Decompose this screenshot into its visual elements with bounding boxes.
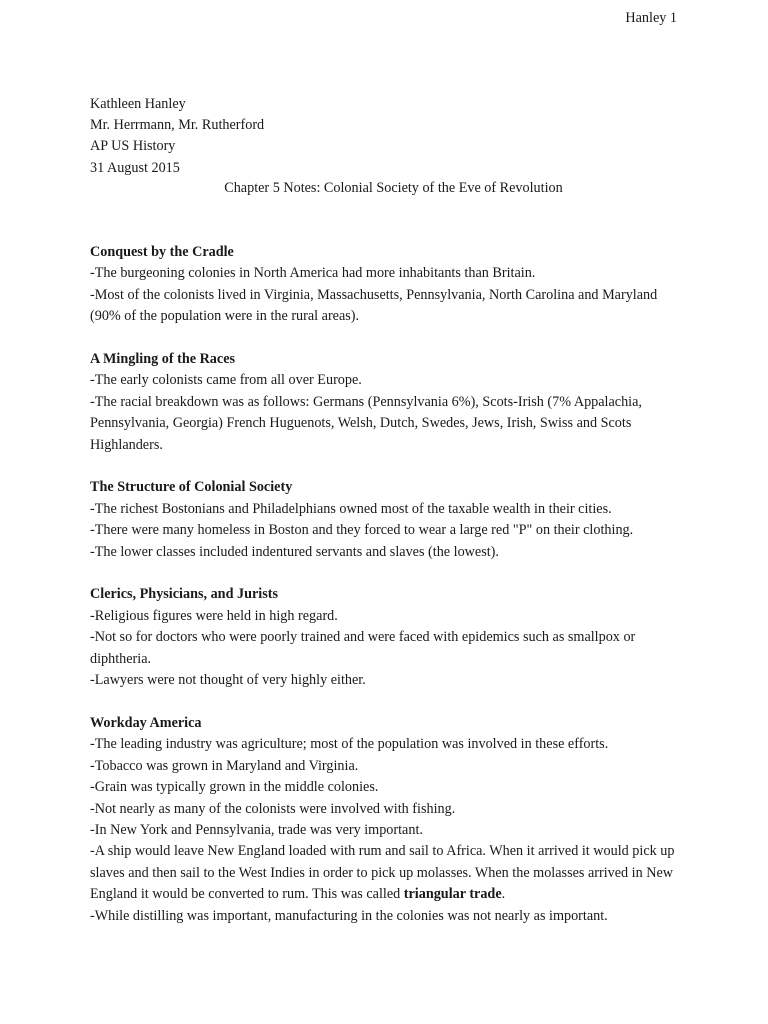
section-workday-america	[90, 713, 685, 927]
section-title: Conquest by the Cradle	[90, 244, 234, 260]
note-item: -Not so for doctors who were poorly trained and were faced with epidemics such as smallpox or diphtheria.	[90, 629, 636, 667]
note-item: -Most of the colonists lived in Virginia, Massachusetts, Pennsylvania, North Carolina and Maryland (90% of the population were in the rural areas).	[90, 286, 658, 325]
note-item: -Tobacco was grown in Maryland and Virginia.	[90, 757, 359, 774]
note-item: -While distilling was important, manufacturing in the colonies was not nearly as important.	[90, 907, 608, 924]
section-title: Workday America	[90, 714, 202, 731]
section-structure-of-colonial-society	[90, 477, 685, 563]
triangular-trade-text: -A ship would leave New England loaded with rum and sail to Africa. When it arrived it would pick up slaves and then sail to the West Indies in order to pick up molasses. When the molasses arrived in New England it would be converted to rum. This was called	[90, 843, 675, 903]
document-date: 31 August 2015	[90, 159, 180, 176]
note-item: -The richest Bostonians and Philadelphians owned most of the taxable wealth in their cities.	[90, 500, 612, 517]
note-item: -Grain was typically grown in the middle colonies.	[90, 779, 379, 796]
note-item-triangular-trade	[90, 841, 685, 905]
running-header-page-number: Hanley 1	[625, 10, 677, 26]
note-item: -In New York and Pennsylvania, trade was very important.	[90, 821, 423, 838]
note-item: -The early colonists came from all over Europe.	[90, 372, 362, 389]
note-item: -The burgeoning colonies in North America had more inhabitants than Britain.	[90, 265, 536, 282]
course-name: AP US History	[90, 138, 176, 155]
section-title: A Mingling of the Races	[90, 351, 236, 368]
note-item: -Religious figures were held in high regard.	[90, 607, 338, 624]
document-title: Chapter 5 Notes: Colonial Society of the Eve of Revolution	[224, 180, 563, 196]
note-item: -The leading industry was agriculture; most of the population was involved in these efforts.	[90, 736, 609, 753]
section-title: The Structure of Colonial Society	[90, 479, 293, 496]
notes-body	[90, 242, 685, 948]
note-item: -Lawyers were not thought of very highly either.	[90, 672, 366, 689]
note-item: -The lower classes included indentured servants and slaves (the lowest).	[90, 543, 499, 560]
section-clerics-physicians-jurists	[90, 584, 685, 691]
triangular-trade-term: triangular trade	[403, 886, 502, 903]
note-item: -Not nearly as many of the colonists were involved with fishing.	[90, 800, 456, 817]
section-title: Clerics, Physicians, and Jurists	[90, 586, 278, 603]
triangular-trade-end: .	[501, 886, 506, 903]
section-mingling-of-the-races	[90, 349, 685, 456]
teacher-names: Mr. Herrmann, Mr. Rutherford	[90, 117, 265, 134]
note-item: -There were many homeless in Boston and they forced to wear a large red "P" on their clothing.	[90, 522, 634, 539]
section-conquest-by-the-cradle	[90, 242, 685, 328]
note-item: -The racial breakdown was as follows: Germans (Pennsylvania 6%), Scots-Irish (7% Appalachia, Pennsylvania, Georgia) French Huguenots, Welsh, Dutch, Swedes, Jews, Irish, Swiss and Scots Highlanders.	[90, 393, 642, 453]
mla-heading	[90, 94, 264, 179]
student-name: Kathleen Hanley	[90, 96, 186, 112]
